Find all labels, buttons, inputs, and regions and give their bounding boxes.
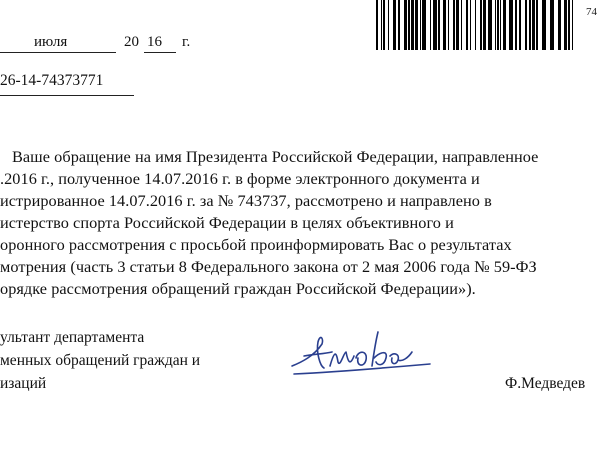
signer-name: Ф.Медведев — [505, 375, 586, 392]
signer-position-line-2: менных обращений граждан и — [0, 352, 201, 369]
body-line-4: истерство спорта Российской Федерации в целях объективного и — [0, 213, 454, 232]
date-day-underline — [0, 52, 116, 53]
date-year-underline — [144, 52, 176, 53]
handwritten-signature — [284, 322, 434, 386]
body-line-3: истрированное 14.07.2016 г. за № 743737, рассмотрено и направлено в — [0, 191, 492, 210]
body-line-7: орядке рассмотрения обращений граждан Российской Федерации»). — [0, 279, 476, 298]
date-year-suffix: 16 — [147, 34, 162, 50]
signer-position-line-3: изаций — [0, 375, 47, 392]
body-line-2: .2016 г., полученное 14.07.2016 г. в форме электронного документа и — [0, 169, 480, 188]
signer-position-line-1: ультант департамента — [0, 329, 145, 346]
body-line-5: оронного рассмотрения с просьбой проинформировать Вас о результатах — [0, 235, 512, 254]
date-month: июля — [34, 34, 68, 50]
body-line-6: мотрения (часть 3 статьи 8 Федерального закона от 2 мая 2006 года № 59-ФЗ — [0, 257, 537, 276]
barcode-number: 74 — [586, 6, 597, 18]
body-line-1: Ваше обращение на имя Президента Российской Федерации, направленное — [12, 147, 539, 166]
date-year-prefix: 20 — [124, 34, 139, 50]
reference-underline — [0, 95, 134, 96]
date-suffix: г. — [182, 34, 191, 50]
reference-number: 26-14-74373771 — [0, 72, 104, 89]
barcode — [376, 0, 574, 50]
